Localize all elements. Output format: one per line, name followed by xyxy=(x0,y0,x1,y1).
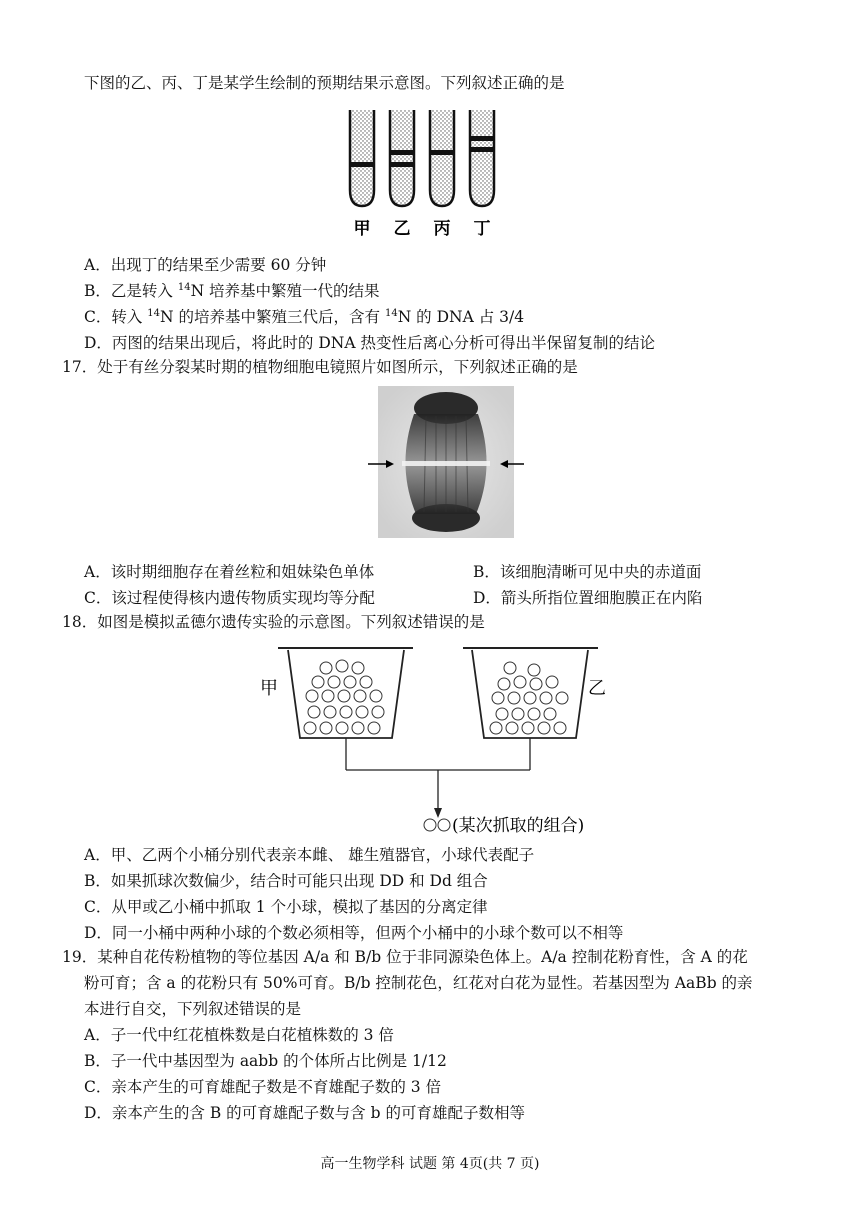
tube-label-yi: 乙 xyxy=(393,219,411,239)
q17-option-a: A．该时期细胞存在着丝粒和姐妹染色单体 xyxy=(84,563,375,581)
q17-option-d: D．箭头所指位置细胞膜正在内陷 xyxy=(473,589,703,607)
page-footer: 高一生物学科 试题 第 4页(共 7 页) xyxy=(320,1156,540,1172)
q18-option-b: B．如果抓球次数偏少，结合时可能只出现 DD 和 Dd 组合 xyxy=(84,872,488,890)
tube-ding xyxy=(470,110,494,206)
q16-option-a: A．出现丁的结果至少需要 60 分钟 xyxy=(84,256,327,274)
q19-option-d: D．亲本产生的含 B 的可育雄配子数与含 b 的可育雄配子数相等 xyxy=(84,1104,525,1122)
q18-option-d: D．同一小桶中两种小球的个数必须相等，但两个小桶中的小球个数可以不相等 xyxy=(84,924,624,942)
bucket-yi-label: 乙 xyxy=(588,678,606,699)
q19-option-c: C．亲本产生的可育雄配子数是不育雄配子数的 3 倍 xyxy=(84,1078,442,1096)
tube-jia xyxy=(350,110,374,206)
q16-option-b: B．乙是转入 $^{14}$N 培养基中繁殖一代的结果 xyxy=(84,282,380,300)
q17-option-b: B．该细胞清晰可见中央的赤道面 xyxy=(473,563,702,581)
q19-stem-line3: 本进行自交，下列叙述错误的是 xyxy=(84,1000,302,1018)
q17-stem: 17．处于有丝分裂某时期的植物细胞电镜照片如图所示，下列叙述正确的是 xyxy=(62,358,578,376)
q19-stem-line1: 19．某种自花传粉植物的等位基因 A/a 和 B/b 位于非同源染色体上。A/a 控制花粉育性，含 A 的花 xyxy=(62,948,748,966)
result-balls xyxy=(424,819,450,831)
q17-option-c: C．该过程使得核内遗传物质实现均等分配 xyxy=(84,589,375,607)
tube-label-ding: 丁 xyxy=(473,219,491,239)
q18-stem: 18．如图是模拟孟德尔遗传实验的示意图。下列叙述错误的是 xyxy=(62,613,485,631)
cell-micrograph xyxy=(366,386,526,538)
bucket-jia xyxy=(278,648,413,738)
q16-option-d: D．丙图的结果出现后，将此时的 DNA 热变性后离心分析可得出半保留复制的结论 xyxy=(84,334,655,352)
tube-yi xyxy=(390,110,414,206)
q19-stem-line2: 粉可育；含 a 的花粉只有 50%可育。B/b 控制花色，红花对白花为显性。若基因型为 AaBb 的亲 xyxy=(84,974,753,992)
bucket-yi xyxy=(463,648,598,738)
q19-option-b: B．子一代中基因型为 aabb 的个体所占比例是 1/12 xyxy=(84,1052,447,1070)
q16-stem: 下图的乙、丙、丁是某学生绘制的预期结果示意图。下列叙述正确的是 xyxy=(84,74,565,92)
q16-option-c: C．转入 $^{14}$N 的培养基中繁殖三代后，含有 $^{14}$N 的 DNA 占 3/4 xyxy=(84,308,525,326)
q19-option-a: A．子一代中红花植株数是白花植株数的 3 倍 xyxy=(84,1026,394,1044)
q18-option-a: A．甲、乙两个小桶分别代表亲本雌、 雄生殖器官，小球代表配子 xyxy=(84,846,535,864)
tube-label-jia: 甲 xyxy=(353,219,371,239)
q18-option-c: C．从甲或乙小桶中抓取 1 个小球，模拟了基因的分离定律 xyxy=(84,898,488,916)
tube-bing xyxy=(430,110,454,206)
arrow-down-icon xyxy=(434,808,442,818)
tube-label-bing: 丙 xyxy=(433,219,451,239)
test-tubes-figure xyxy=(340,102,520,242)
bucket-jia-label: 甲 xyxy=(260,678,278,699)
result-label: (某次抓取的组合) xyxy=(452,816,585,836)
bucket-experiment-figure xyxy=(258,642,628,838)
